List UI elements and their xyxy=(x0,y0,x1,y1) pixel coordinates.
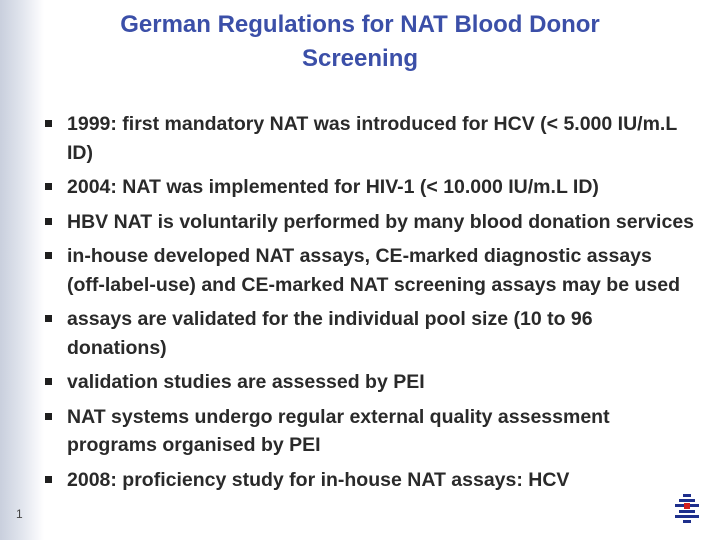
bullet-text: 1999: first mandatory NAT was introduced for HCV (< 5.000 IU/m.L ID) xyxy=(67,113,677,164)
square-bullet-icon xyxy=(45,413,52,420)
bullet-item xyxy=(45,466,695,495)
bullet-text: 2008: proficiency study for in-house NAT assays: HCV xyxy=(67,468,570,491)
bullet-text: assays are validated for the individual pool size (10 to 96 donations) xyxy=(67,308,593,359)
square-bullet-icon xyxy=(45,315,52,322)
bullet-text: validation studies are assessed by PEI xyxy=(67,371,425,393)
bullet-item xyxy=(45,110,695,167)
bullet-text: NAT systems undergo regular external quality assessment programs organised by PEI xyxy=(67,405,610,456)
square-bullet-icon xyxy=(45,183,52,190)
bullet-item xyxy=(45,403,695,460)
square-bullet-icon xyxy=(45,252,52,259)
page-number: 1 xyxy=(16,507,23,521)
slide-title: German Regulations for NAT Blood Donor Screening xyxy=(120,11,600,72)
bullet-item xyxy=(45,242,695,299)
bullet-item xyxy=(45,173,695,202)
square-bullet-icon xyxy=(45,378,52,385)
bullet-text: HBV NAT is voluntarily performed by many blood donation services xyxy=(67,210,695,233)
bullet-item xyxy=(45,368,695,397)
square-bullet-icon xyxy=(45,120,52,127)
square-bullet-icon xyxy=(45,476,52,483)
bullet-list xyxy=(45,110,695,500)
side-gradient-band xyxy=(0,0,44,540)
bullet-item xyxy=(45,305,695,362)
bullet-text: in-house developed NAT assays, CE-marked diagnostic assays (off-label-use) and CE-marked NAT screening assays may be used xyxy=(67,245,680,296)
institute-logo-icon xyxy=(670,492,704,524)
bullet-item xyxy=(45,208,695,237)
square-bullet-icon xyxy=(45,218,52,225)
bullet-text: 2004: NAT was implemented for HIV-1 (< 10.000 IU/m.L ID) xyxy=(67,176,599,198)
